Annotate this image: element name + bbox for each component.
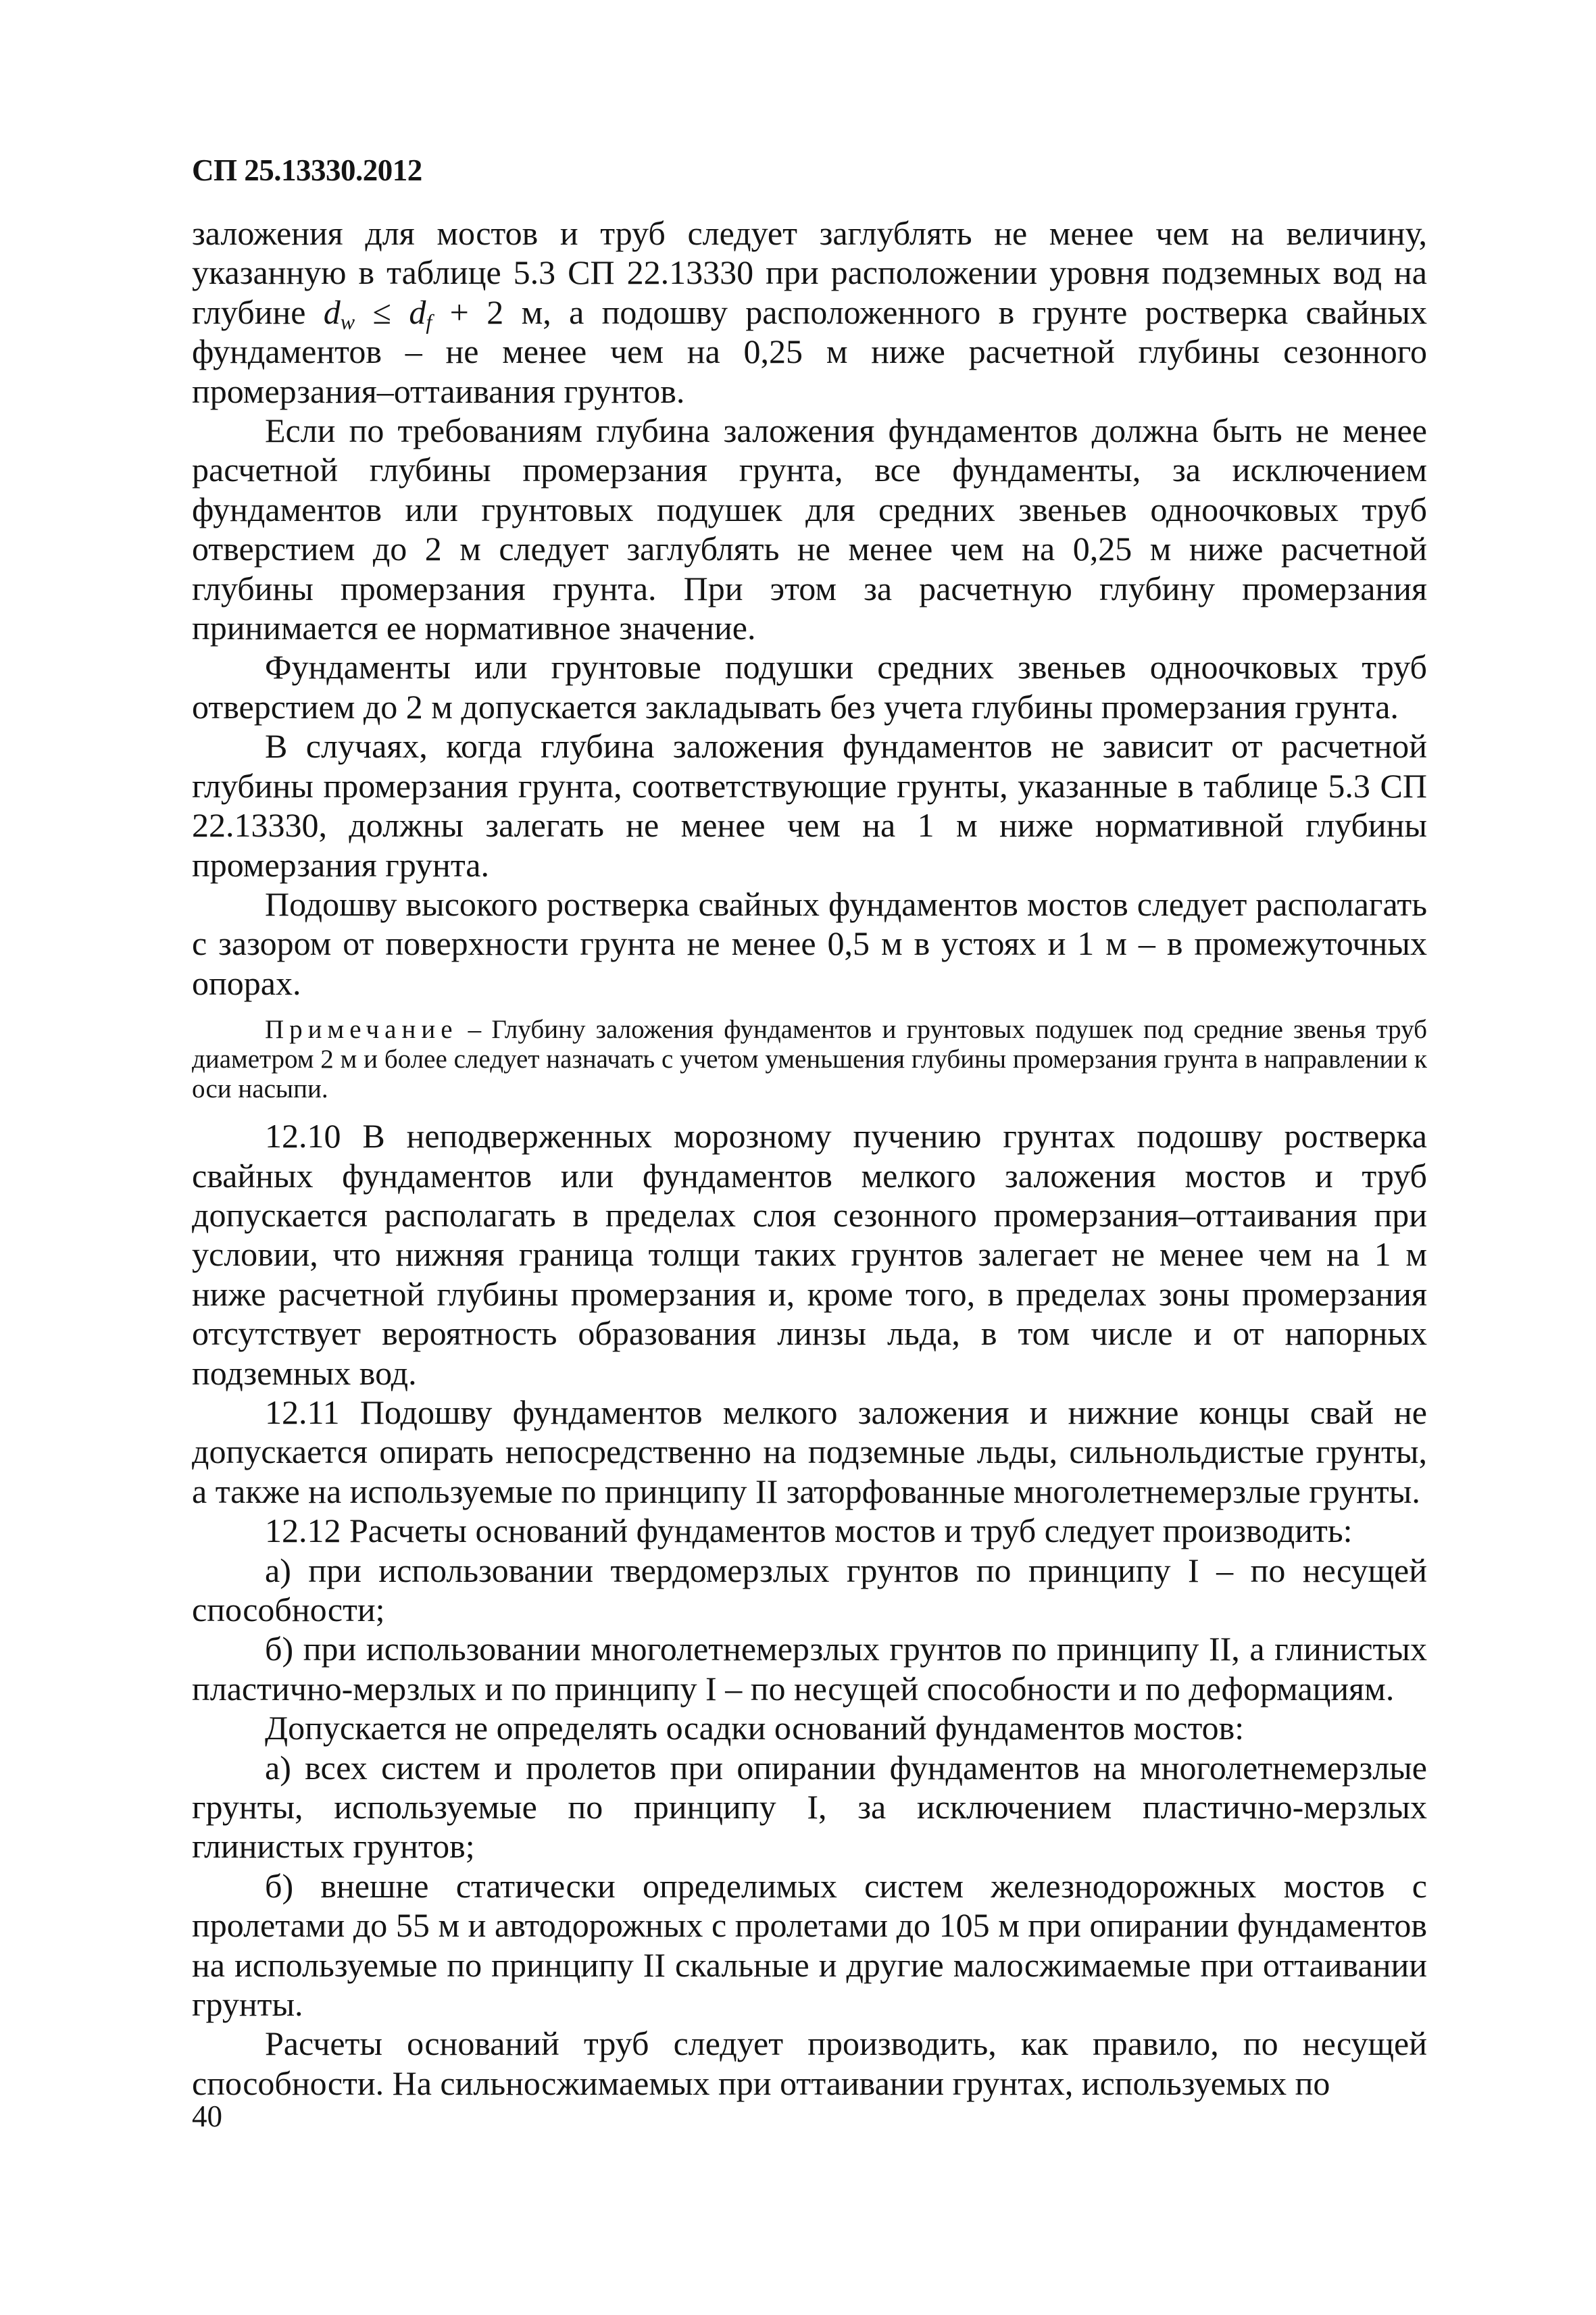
note-text: – Глубину заложения фундаментов и грунтовых подушек под средние звенья труб диаметром 2 м и более следует назначать с учетом уменьшения глубины промерзания грунта в направлении к оси насыпи.: [192, 1015, 1427, 1104]
formula-df: d: [409, 293, 426, 331]
paragraph-pipes: Расчеты оснований труб следует производить, как правило, по несущей способности. На сильносжимаемых при оттаивании грунтах, используемых по: [192, 2024, 1427, 2102]
list-item-a-bearing: а) при использовании твердомерзлых грунтов по принципу I – по несущей способности;: [192, 1551, 1427, 1628]
paragraph-soils: В случаях, когда глубина заложения фундаментов не зависит от расчетной глубины промерзания грунта, соответствующие грунты, указанные в таблице 5.3 СП 22.13330, должны залегать не менее чем на 1 м ниже нормативной глубины промерзания грунта.: [192, 727, 1427, 884]
paragraph-12-10: 12.10 В неподверженных морозному пучению грунтах подошву ростверка свайных фундаментов или фундаментов мелкого заложения мостов и труб допускается располагать в пределах слоя сезонного промерзания–оттаивания при условии, что нижняя граница толщи таких грунтов залегает не менее чем на 1 м ниже расчетной глубины промерзания и, кроме того, в пределах зоны промерзания отсутствует вероятность образования линзы льда, в том числе и от напорных подземных вод.: [192, 1117, 1427, 1392]
paragraph-cushions: Фундаменты или грунтовые подушки средних звеньев одноочковых труб отверстием до 2 м допускается закладывать без учета глубины промерзания грунта.: [192, 648, 1427, 726]
list-item-b-systems: б) внешне статически определимых систем железнодорожных мостов с пролетами до 55 м и автодорожных с пролетами до 105 м при опирании фундаментов на используемые по принципу II скальные и другие малосжимаемые при оттаивании грунты.: [192, 1866, 1427, 2024]
page-number: 40: [192, 2099, 222, 2133]
paragraph-text: заложения для мостов и труб следует заглублять не менее чем на величину, указанную в таблице 5.3 СП 22.13330 при расположении уровня подземных вод на глубине: [192, 214, 1427, 331]
document-body: [192, 214, 1427, 2103]
document-code-header: СП 25.13330.2012: [192, 153, 422, 187]
formula-le: ≤: [355, 293, 409, 331]
paragraph-12-11: 12.11 Подошву фундаментов мелкого заложения и нижние концы свай не допускается опирать непосредственно на подземные льды, сильнольдистые грунты, а также на используемые по принципу II заторфованные многолетнемерзлые грунты.: [192, 1393, 1427, 1510]
paragraph-foundation-depth: [192, 214, 1427, 411]
paragraph-text: , а подошву расположенного в грунте ростверка свайных фундаментов – не менее чем на 0,25 м ниже расчетной глубины сезонного промерзания–оттаивания грунтов.: [192, 293, 1427, 410]
paragraph-frost-depth: Если по требованиям глубина заложения фундаментов должна быть не менее расчетной глубины промерзания грунта, все фундаменты, за исключением фундаментов или грунтовых подушек для средних звеньев одноочковых труб отверстием до 2 м следует заглублять не менее чем на 0,25 м ниже расчетной глубины промерзания грунта. При этом за расчетную глубину промерзания принимается ее нормативное значение.: [192, 412, 1427, 647]
list-item-a-systems: а) всех систем и пролетов при опирании фундаментов на многолетнемерзлые грунты, используемые по принципу I, за исключением пластично-мерзлых глинистых грунтов;: [192, 1748, 1427, 1866]
note-paragraph: [192, 1015, 1427, 1104]
list-item-b-bearing: б) при использовании многолетнемерзлых грунтов по принципу II, а глинистых пластично-мерзлых и по принципу I – по несущей способности и по деформациям.: [192, 1630, 1427, 1708]
formula-dw: d: [323, 293, 341, 331]
paragraph-high-grillage: Подошву высокого ростверка свайных фундаментов мостов следует располагать с зазором от поверхности грунта не менее 0,5 м в устоях и 1 м – в промежуточных опорах.: [192, 885, 1427, 1002]
paragraph-12-12: 12.12 Расчеты оснований фундаментов мостов и труб следует производить:: [265, 1512, 1353, 1550]
formula-subscript-w: w: [340, 309, 355, 334]
paragraph-settlements: Допускается не определять осадки оснований фундаментов мостов:: [265, 1709, 1245, 1747]
formula-plus: + 2 м: [432, 293, 543, 331]
formula-subscript-f: f: [426, 309, 432, 334]
note-label: Примечание: [265, 1015, 458, 1045]
